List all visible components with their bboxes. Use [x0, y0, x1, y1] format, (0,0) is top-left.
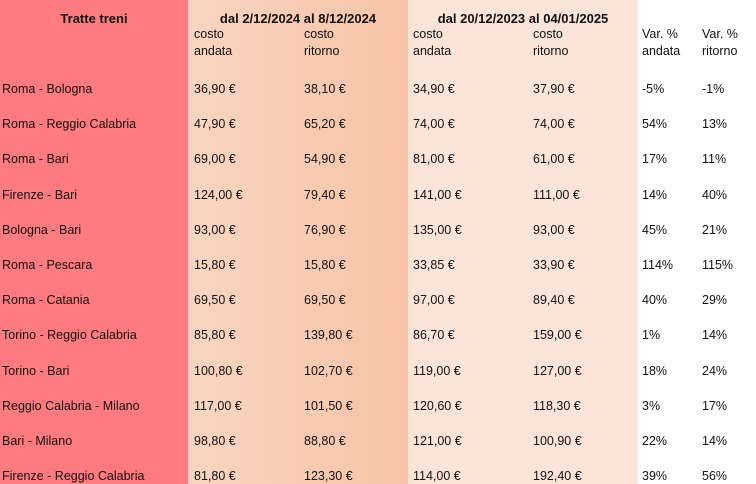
- p2-ritorno-cell: 74,00 €: [533, 117, 575, 131]
- p2-ritorno-cell: 33,90 €: [533, 258, 575, 272]
- p2-andata-cell: 74,00 €: [413, 117, 455, 131]
- route-cell: Torino - Reggio Calabria: [2, 328, 137, 342]
- route-cell: Firenze - Bari: [2, 188, 78, 202]
- header-period1-title: dal 2/12/2024 al 8/12/2024: [219, 11, 377, 26]
- route-cell: Roma - Pescara: [2, 258, 93, 272]
- header-p2-ritorno-label: ritorno: [533, 44, 569, 58]
- header-p2-andata-label: andata: [413, 44, 452, 58]
- var-ritorno-cell: 24%: [702, 364, 728, 378]
- p2-ritorno-cell: 93,00 €: [533, 223, 575, 237]
- var-andata-cell: -5%: [642, 82, 665, 96]
- p1-ritorno-cell: 102,70 €: [304, 364, 353, 378]
- p1-ritorno-cell: 76,90 €: [304, 223, 346, 237]
- p2-andata-cell: 121,00 €: [413, 434, 462, 448]
- p2-andata-cell: 81,00 €: [413, 152, 455, 166]
- p1-ritorno-cell: 38,10 €: [304, 82, 346, 96]
- var-ritorno-cell: 13%: [702, 117, 728, 131]
- var-ritorno-cell: 29%: [702, 293, 728, 307]
- p2-andata-cell: 97,00 €: [413, 293, 455, 307]
- route-cell: Roma - Reggio Calabria: [2, 117, 137, 131]
- p2-andata-cell: 34,90 €: [413, 82, 455, 96]
- p2-andata-cell: 141,00 €: [413, 188, 462, 202]
- p1-andata-cell: 117,00 €: [194, 399, 242, 413]
- var-andata-cell: 3%: [642, 399, 661, 413]
- var-andata-cell: 40%: [642, 293, 668, 307]
- p1-andata-cell: 69,50 €: [194, 293, 236, 307]
- p2-ritorno-cell: 127,00 €: [533, 364, 582, 378]
- header-p1-ritorno-cost: costo: [304, 27, 334, 41]
- p1-ritorno-cell: 15,80 €: [304, 258, 346, 272]
- route-cell: Bologna - Bari: [2, 223, 82, 237]
- var-ritorno-cell: 11%: [702, 152, 727, 166]
- var-ritorno-cell: 14%: [702, 434, 728, 448]
- header-p1-andata-label: andata: [194, 44, 233, 58]
- p1-ritorno-cell: 123,30 €: [304, 469, 353, 483]
- var-ritorno-cell: 115%: [702, 258, 734, 272]
- p1-andata-cell: 47,90 €: [194, 117, 236, 131]
- var-ritorno-cell: 56%: [702, 469, 728, 483]
- p1-andata-cell: 98,80 €: [194, 434, 236, 448]
- route-cell: Roma - Catania: [2, 293, 90, 307]
- var-andata-cell: 39%: [642, 469, 668, 483]
- p2-ritorno-cell: 111,00 €: [533, 188, 580, 202]
- p2-ritorno-cell: 159,00 €: [533, 328, 582, 342]
- p2-andata-cell: 114,00 €: [413, 469, 461, 483]
- route-cell: Firenze - Reggio Calabria: [2, 469, 145, 483]
- p2-ritorno-cell: 89,40 €: [533, 293, 575, 307]
- p1-ritorno-cell: 88,80 €: [304, 434, 346, 448]
- p1-andata-cell: 15,80 €: [194, 258, 236, 272]
- var-andata-cell: 45%: [642, 223, 668, 237]
- p2-andata-cell: 135,00 €: [413, 223, 462, 237]
- var-andata-cell: 54%: [642, 117, 668, 131]
- var-andata-cell: 1%: [642, 328, 661, 342]
- p2-ritorno-cell: 100,90 €: [533, 434, 582, 448]
- var-ritorno-cell: 14%: [702, 328, 728, 342]
- p2-ritorno-cell: 61,00 €: [533, 152, 575, 166]
- p2-andata-cell: 120,60 €: [413, 399, 462, 413]
- var-ritorno-cell: 21%: [702, 223, 728, 237]
- p1-andata-cell: 69,00 €: [194, 152, 236, 166]
- route-cell: Roma - Bari: [2, 152, 69, 166]
- var-andata-cell: 114%: [642, 258, 674, 272]
- p2-andata-cell: 86,70 €: [413, 328, 455, 342]
- var-andata-cell: 14%: [642, 188, 668, 202]
- header-period2-title: dal 20/12/2023 al 04/01/2025: [437, 11, 609, 26]
- header-p1-andata-cost: costo: [194, 27, 224, 41]
- p2-andata-cell: 33,85 €: [413, 258, 455, 272]
- p1-andata-cell: 85,80 €: [194, 328, 236, 342]
- header-var-andata-label: andata: [642, 44, 681, 58]
- p1-ritorno-cell: 101,50 €: [304, 399, 353, 413]
- var-ritorno-cell: 40%: [702, 188, 728, 202]
- header-p1-ritorno-label: ritorno: [304, 44, 340, 58]
- route-cell: Bari - Milano: [2, 434, 73, 448]
- header-p2-andata-cost: costo: [413, 27, 443, 41]
- header-p2-ritorno-cost: costo: [533, 27, 563, 41]
- header-var-ritorno: Var. %: [702, 27, 738, 41]
- p2-ritorno-cell: 37,90 €: [533, 82, 575, 96]
- p1-andata-cell: 124,00 €: [194, 188, 243, 202]
- route-cell: Reggio Calabria - Milano: [2, 399, 140, 413]
- route-cell: Roma - Bologna: [2, 82, 93, 96]
- p1-andata-cell: 93,00 €: [194, 223, 236, 237]
- var-andata-cell: 17%: [642, 152, 668, 166]
- p1-andata-cell: 81,80 €: [194, 469, 236, 483]
- route-cell: Torino - Bari: [2, 364, 70, 378]
- p2-ritorno-cell: 192,40 €: [533, 469, 582, 483]
- p2-andata-cell: 119,00 €: [413, 364, 461, 378]
- p1-ritorno-cell: 54,90 €: [304, 152, 346, 166]
- var-andata-cell: 22%: [642, 434, 668, 448]
- p1-ritorno-cell: 79,40 €: [304, 188, 346, 202]
- header-routes-title: Tratte treni: [60, 11, 128, 26]
- header-var-andata: Var. %: [642, 27, 678, 41]
- p1-andata-cell: 100,80 €: [194, 364, 243, 378]
- var-ritorno-cell: 17%: [702, 399, 728, 413]
- p1-ritorno-cell: 65,20 €: [304, 117, 346, 131]
- p1-ritorno-cell: 139,80 €: [304, 328, 353, 342]
- p1-andata-cell: 36,90 €: [194, 82, 236, 96]
- var-ritorno-cell: -1%: [702, 82, 725, 96]
- var-andata-cell: 18%: [642, 364, 668, 378]
- p2-ritorno-cell: 118,30 €: [533, 399, 581, 413]
- header-var-ritorno-label: ritorno: [702, 44, 738, 58]
- p1-ritorno-cell: 69,50 €: [304, 293, 346, 307]
